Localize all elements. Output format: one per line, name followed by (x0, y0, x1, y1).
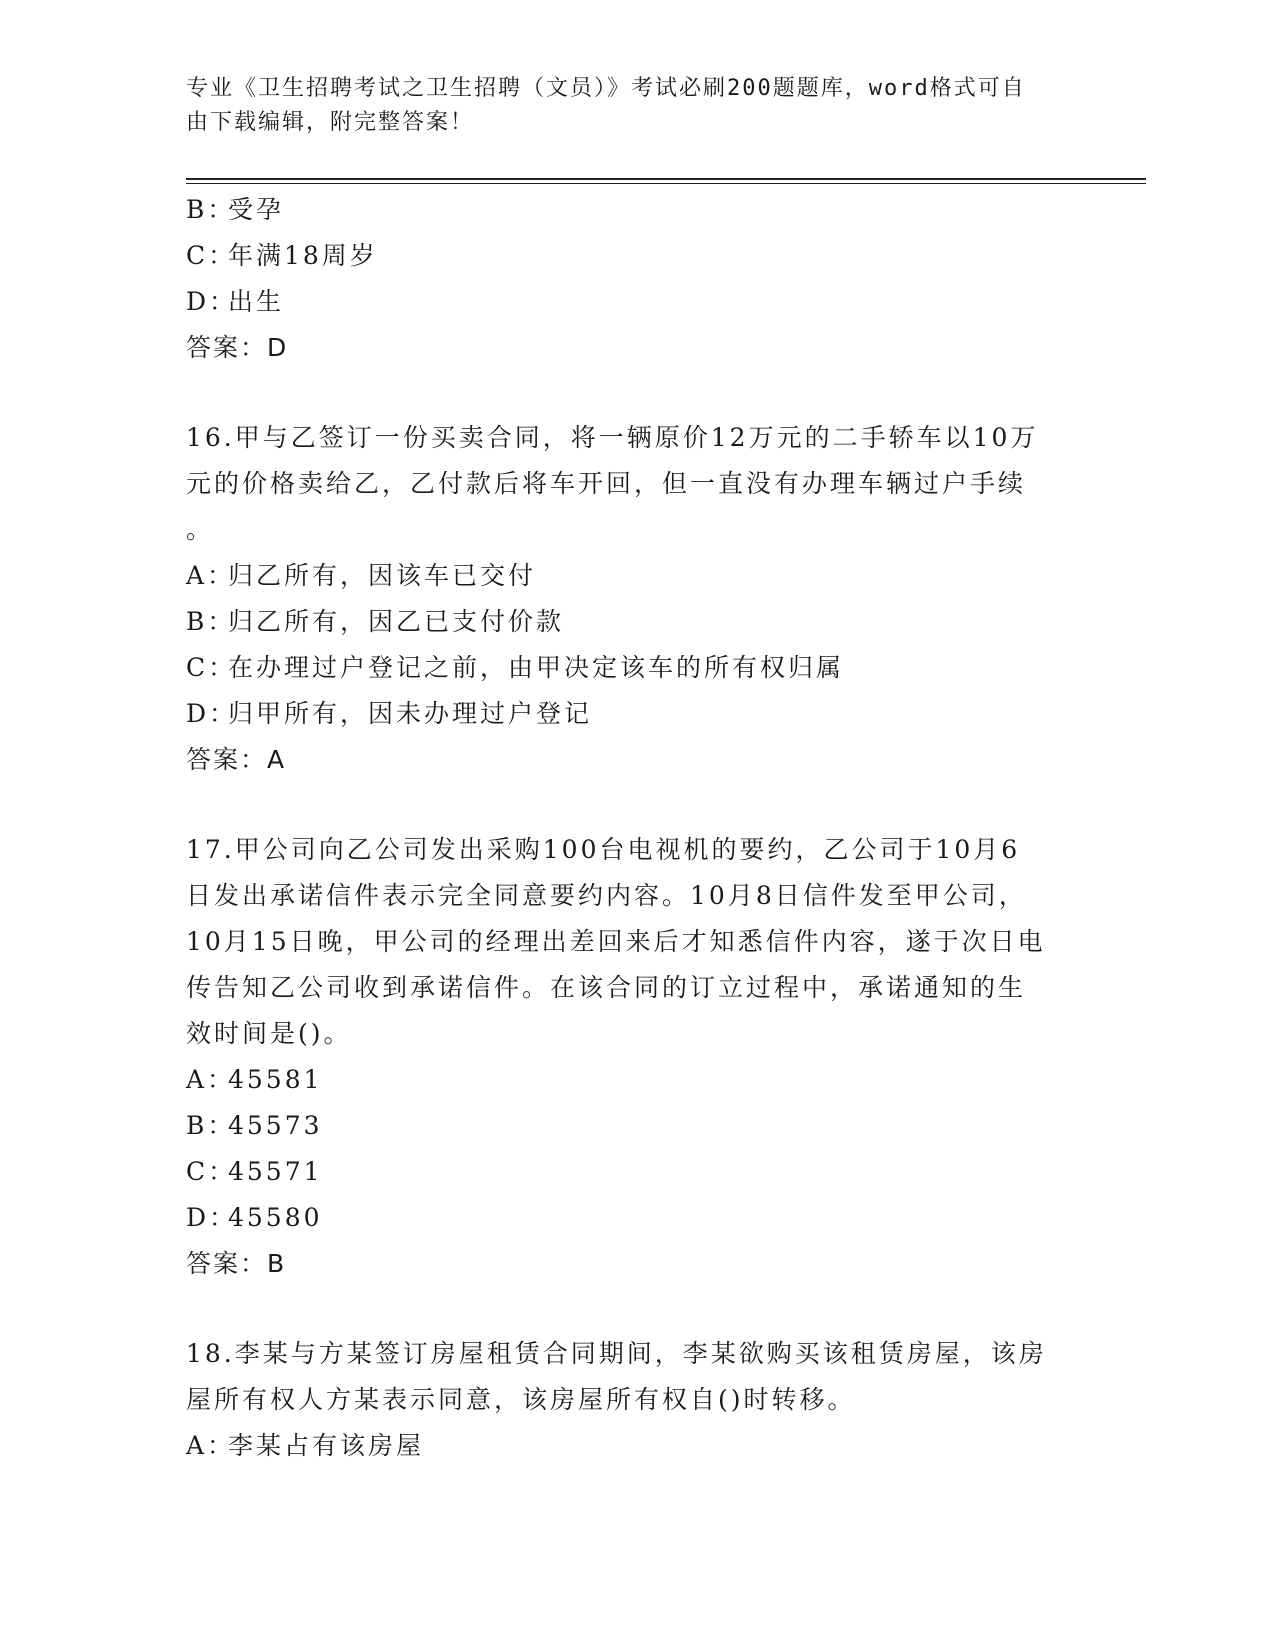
option-key: D： (186, 699, 238, 728)
question-15-tail (186, 187, 1086, 371)
document-header (186, 72, 1086, 140)
question-text-line: 。 (186, 515, 215, 544)
header-divider-thin (186, 183, 1146, 184)
option-key: D： (186, 287, 238, 316)
spacer (186, 1287, 1086, 1331)
option-a (186, 1057, 1086, 1103)
option-b (186, 599, 1086, 645)
option-text: 45571 (228, 1157, 323, 1186)
option-a (186, 1423, 1086, 1469)
option-d (186, 279, 1086, 325)
option-text: 归甲所有，因未办理过户登记 (228, 699, 593, 728)
spacer (186, 783, 1086, 827)
question-16 (186, 415, 1086, 783)
question-text-line: 17.甲公司向乙公司发出采购100台电视机的要约，乙公司于10月6 (186, 835, 1021, 864)
option-text: 45581 (228, 1065, 323, 1094)
header-divider-thick (186, 178, 1146, 180)
answer-line: 答案：B (186, 1249, 287, 1278)
option-text: 李某占有该房屋 (228, 1431, 425, 1460)
option-key: B： (186, 1111, 236, 1140)
question-text-line: 18.李某与方某签订房屋租赁合同期间，李某欲购买该租赁房屋，该房 (186, 1339, 1047, 1368)
option-text: 出生 (228, 287, 285, 316)
option-c (186, 1149, 1086, 1195)
answer-line: 答案：A (186, 745, 287, 774)
question-text-line: 传告知乙公司收到承诺信件。在该合同的订立过程中，承诺通知的生 (186, 973, 1027, 1002)
option-text: 在办理过户登记之前，由甲决定该车的所有权归属 (228, 653, 845, 682)
option-key: C： (186, 241, 237, 270)
answer-line: 答案：D (186, 333, 289, 362)
question-text-line: 10月15日晚，甲公司的经理出差回来后才知悉信件内容，遂于次日电 (186, 927, 1046, 956)
option-b (186, 1103, 1086, 1149)
question-text-line: 日发出承诺信件表示完全同意要约内容。10月8日信件发至甲公司， (186, 881, 1027, 910)
option-key: A： (186, 1431, 236, 1460)
question-text-line: 16.甲与乙签订一份买卖合同，将一辆原价12万元的二手轿车以10万 (186, 423, 1039, 452)
option-key: B： (186, 607, 236, 636)
option-text: 年满18周岁 (228, 241, 378, 270)
option-text: 受孕 (228, 195, 285, 224)
option-c (186, 233, 1086, 279)
option-text: 45573 (228, 1111, 323, 1140)
option-key: C： (186, 1157, 237, 1186)
spacer (186, 371, 1086, 415)
option-key: D： (186, 1203, 238, 1232)
question-content (186, 187, 1086, 1469)
option-text: 归乙所有，因该车已交付 (228, 561, 537, 590)
option-d (186, 1195, 1086, 1241)
option-key: A： (186, 1065, 236, 1094)
question-18 (186, 1331, 1086, 1469)
option-b (186, 187, 1086, 233)
option-c (186, 645, 1086, 691)
question-text-line: 元的价格卖给乙，乙付款后将车开回，但一直没有办理车辆过户手续 (186, 469, 1027, 498)
header-line-2: 由下载编辑，附完整答案！ (186, 110, 475, 135)
question-text-line: 效时间是()。 (186, 1019, 352, 1048)
option-d (186, 691, 1086, 737)
option-text: 归乙所有，因乙已支付价款 (228, 607, 565, 636)
option-key: A： (186, 561, 236, 590)
option-a (186, 553, 1086, 599)
header-line-1: 专业《卫生招聘考试之卫生招聘（文员）》考试必刷200题题库，word格式可自 (186, 76, 1026, 101)
option-key: C： (186, 653, 237, 682)
question-text-line: 屋所有权人方某表示同意，该房屋所有权自()时转移。 (186, 1385, 856, 1414)
option-key: B： (186, 195, 236, 224)
option-text: 45580 (228, 1203, 323, 1232)
question-17 (186, 827, 1086, 1287)
